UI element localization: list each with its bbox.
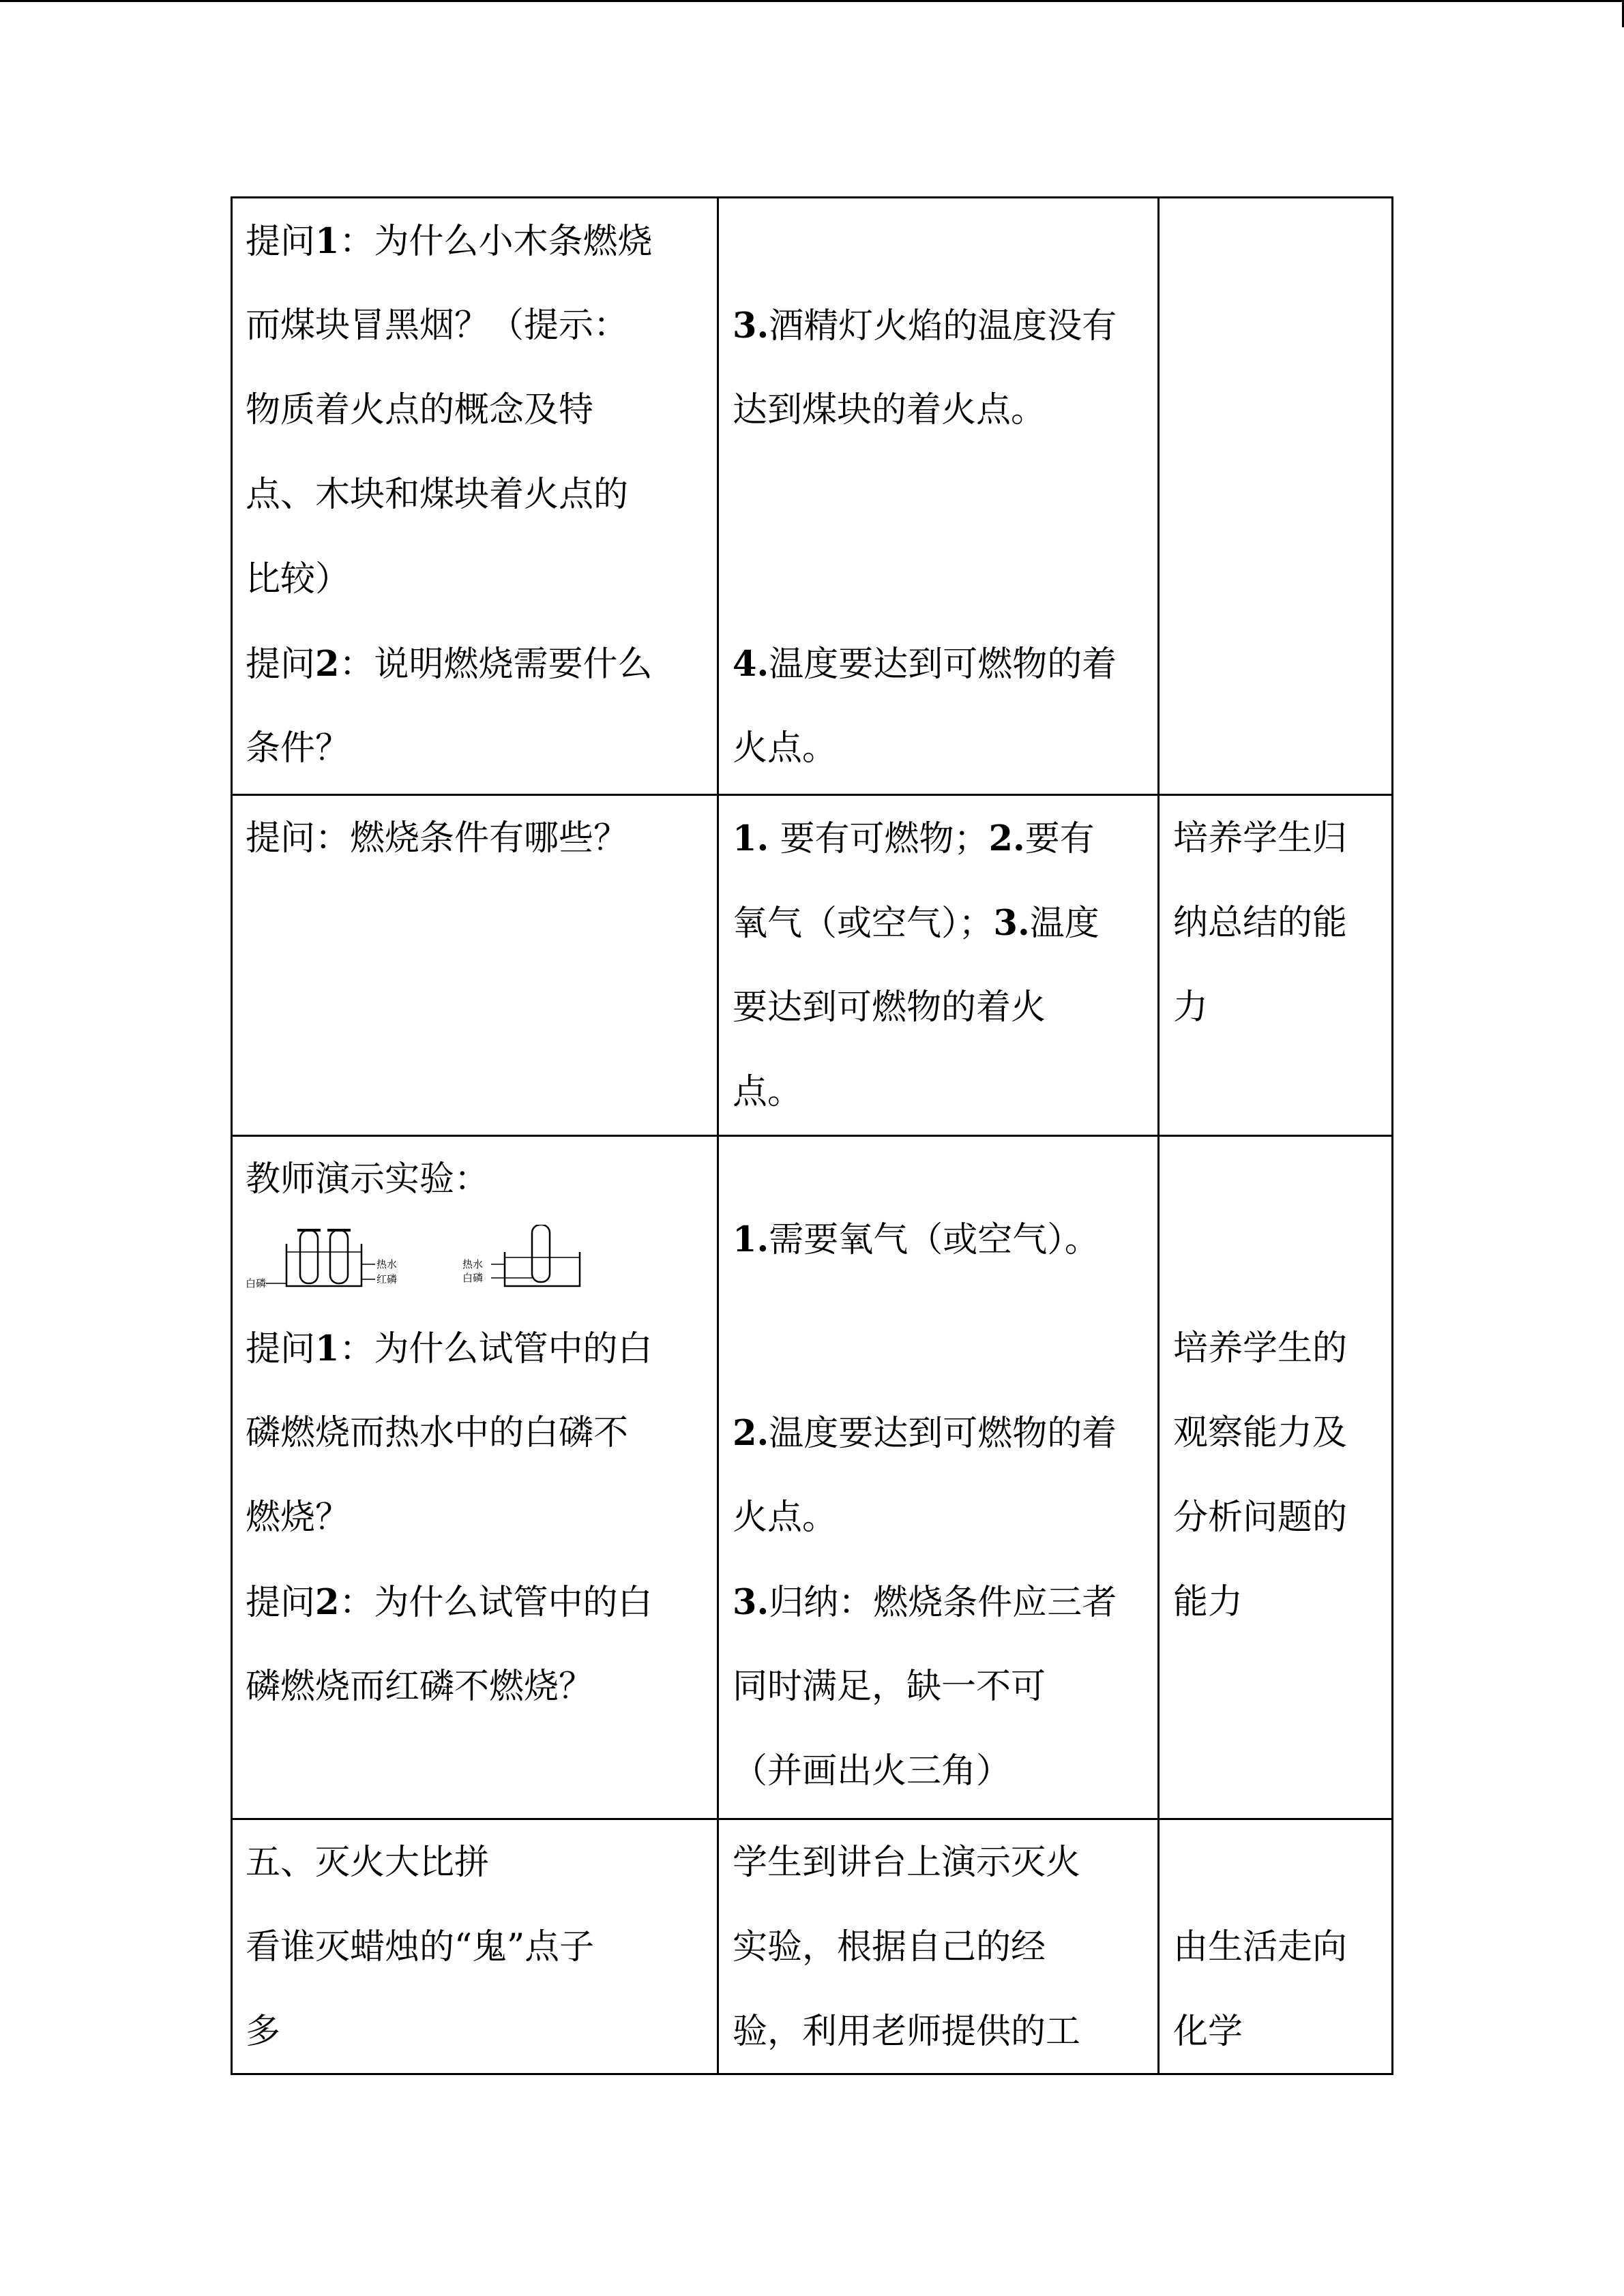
text-line: 燃烧？: [246, 1497, 351, 1538]
text-line: 条件？: [246, 728, 351, 769]
text-line: 纳总结的能: [1173, 903, 1348, 943]
page-top-rule: [0, 0, 1624, 2]
text-line: 火点。: [733, 728, 838, 769]
text-line: 提问2：为什么试管中的白: [246, 1582, 653, 1623]
text-line: 培养学生的: [1173, 1328, 1348, 1369]
text-line: 达到煤块的着火点。: [733, 390, 1046, 430]
text-line: 1.需要氧气（或空气）。: [733, 1219, 1099, 1260]
text-line: 看谁灭蜡烛的“鬼”点子: [246, 1927, 595, 1967]
experiment-diagram: [246, 1225, 628, 1293]
text-line: 分析问题的: [1173, 1497, 1348, 1538]
column-divider: [717, 196, 719, 2075]
text-line: 力: [1173, 987, 1209, 1028]
column-divider: [1157, 196, 1160, 2075]
text-line: （并画出火三角）: [733, 1751, 1012, 1791]
text-line: 4.温度要达到可燃物的着: [733, 644, 1117, 685]
text-line: 观察能力及: [1173, 1413, 1348, 1453]
text-line: 3.归纳：燃烧条件应三者: [733, 1582, 1117, 1623]
text-line: 提问1：为什么小木条燃烧: [246, 221, 653, 262]
text-line: 2.温度要达到可燃物的着: [733, 1413, 1117, 1454]
text-line: 要达到可燃物的着火: [733, 987, 1046, 1028]
row-divider: [231, 1135, 1393, 1137]
text-line: 学生到讲台上演示灭火: [733, 1843, 1081, 1883]
text-line: 点、木块和煤块着火点的: [246, 475, 629, 515]
text-line: 能力: [1173, 1582, 1243, 1622]
text-line: 化学: [1173, 2012, 1243, 2052]
text-line: 磷燃烧而热水中的白磷不: [246, 1413, 629, 1453]
text-line: 1. 要有可燃物；2.要有: [733, 818, 1095, 859]
row-divider: [231, 794, 1393, 796]
text-line: 实验，根据自己的经: [733, 1927, 1046, 1967]
text-line: 同时满足，缺一不可: [733, 1667, 1046, 1707]
label-white-phosphorus: 白磷: [246, 1277, 267, 1289]
text-line: 磷燃烧而红磷不燃烧？: [246, 1667, 594, 1707]
text-line: 五、灭火大比拼: [246, 1843, 490, 1883]
text-line: 提问：燃烧条件有哪些？: [246, 818, 629, 859]
table-border-top: [231, 196, 1393, 198]
table-border-right: [1391, 196, 1393, 2075]
text-line: 多: [246, 2012, 281, 2052]
text-line: 提问1：为什么试管中的白: [246, 1328, 653, 1369]
text-line: 点。: [733, 1072, 803, 1112]
text-line: 物质着火点的概念及特: [246, 390, 594, 430]
text-line: 由生活走向: [1173, 1927, 1348, 1967]
text-line: 验，利用老师提供的工: [733, 2012, 1081, 2052]
text-line: 氧气（或空气）；3.温度: [733, 903, 1099, 944]
row-divider: [231, 1818, 1393, 1820]
label-hot-water: 热水: [462, 1258, 484, 1270]
text-line: 3.酒精灯火焰的温度没有: [733, 305, 1117, 346]
text-line: 提问2：说明燃烧需要什么: [246, 644, 653, 685]
table-border-left: [231, 196, 233, 2075]
text-line: 火点。: [733, 1497, 838, 1538]
text-line: 教师演示实验：: [246, 1159, 490, 1199]
text-line: 而煤块冒黑烟？（提示：: [246, 305, 629, 346]
text-line: 培养学生归: [1173, 818, 1348, 859]
label-hot-water: 热水: [377, 1258, 398, 1270]
text-line: 比较）: [246, 559, 351, 599]
label-red-phosphorus: 红磷: [377, 1273, 398, 1285]
label-white-phosphorus: 白磷: [462, 1272, 484, 1284]
